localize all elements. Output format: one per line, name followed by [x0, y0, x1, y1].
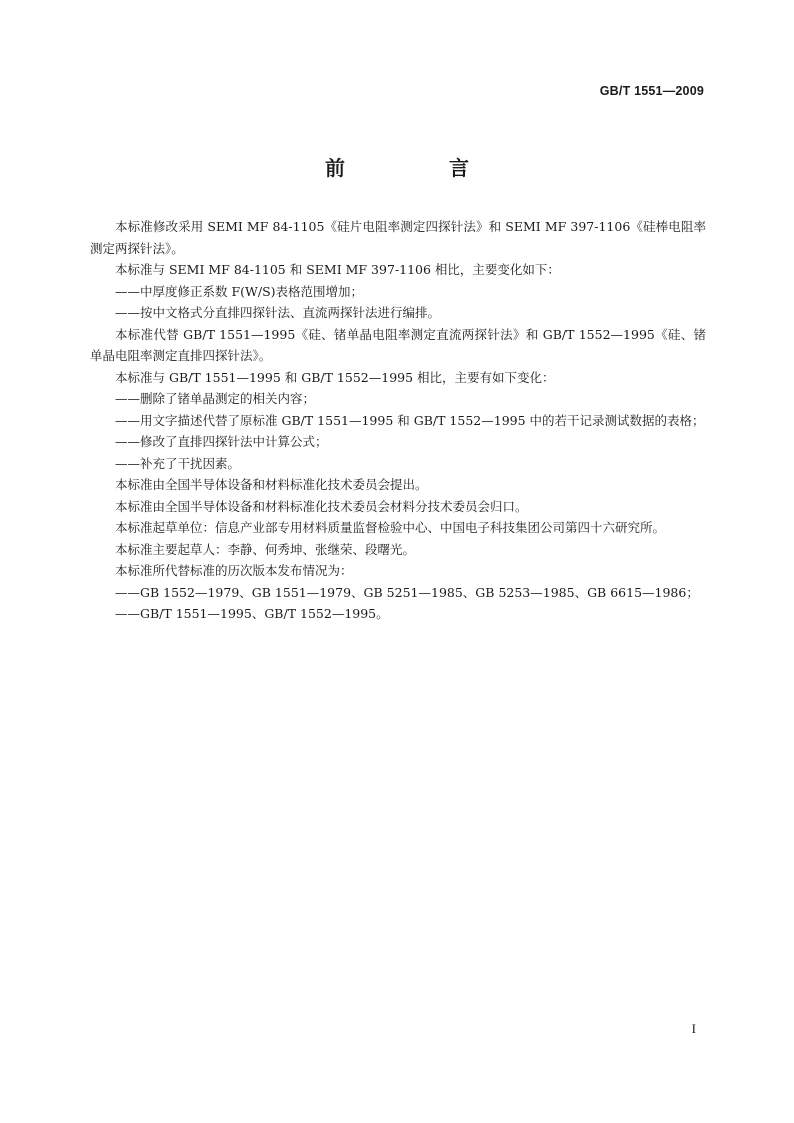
list-item: ——补充了干扰因素。 [115, 455, 241, 471]
list-item: ——用文字描述代替了原标准 GB/T 1551—1995 和 GB/T 1552—1995 中的若干记录测试数据的表格； [115, 412, 705, 428]
list-item: ——按中文格式分直排四探针法、直流两探针法进行编排。 [115, 305, 441, 320]
page-number: I [691, 1021, 696, 1036]
paragraph: 本标准由全国半导体设备和材料标准化技术委员会提出。 [115, 477, 428, 492]
paragraph: 本标准与 GB/T 1551—1995 和 GB/T 1552—1995 相比，主要有如下变化： [115, 369, 555, 385]
paragraph: 本标准由全国半导体设备和材料标准化技术委员会材料分技术委员会归口。 [115, 498, 528, 514]
paragraph: 本标准修改采用 SEMI MF 84-1105《硅片电阻率测定四探针法》和 SEMI MF 397-1106《硅棒电阻率测定两探针法》。 [90, 219, 706, 256]
page-title: 前 言 [325, 156, 511, 180]
list-item: ——GB 1552—1979、GB 1551—1979、GB 5251—1985、GB 5253—1985、GB 6615—1986； [115, 584, 699, 600]
list-item: ——删除了锗单晶测定的相关内容； [115, 391, 316, 406]
list-item: ——GB/T 1551—1995、GB/T 1552—1995。 [115, 606, 389, 621]
list-item: ——中厚度修正系数 F(W/S)表格范围增加； [115, 283, 364, 299]
paragraph: 本标准起草单位：信息产业部专用材料质量监督检验中心、中国电子科技集团公司第四十六研究所。 [115, 520, 666, 535]
paragraph: 本标准主要起草人：李静、何秀坤、张继荣、段曙光。 [115, 541, 416, 557]
paragraph: 本标准与 SEMI MF 84-1105 和 SEMI MF 397-1106 相比，主要变化如下： [115, 262, 560, 277]
foreword-body [90, 216, 706, 625]
standard-code: GB/T 1551—2009 [599, 84, 704, 98]
list-item: ——修改了直排四探针法中计算公式； [115, 434, 328, 449]
paragraph: 本标准所代替标准的历次版本发布情况为： [115, 563, 353, 578]
paragraph: 本标准代替 GB/T 1551—1995《硅、锗单晶电阻率测定直流两探针法》和 GB/T 1552—1995《硅、锗单晶电阻率测定直排四探针法》。 [90, 326, 706, 363]
